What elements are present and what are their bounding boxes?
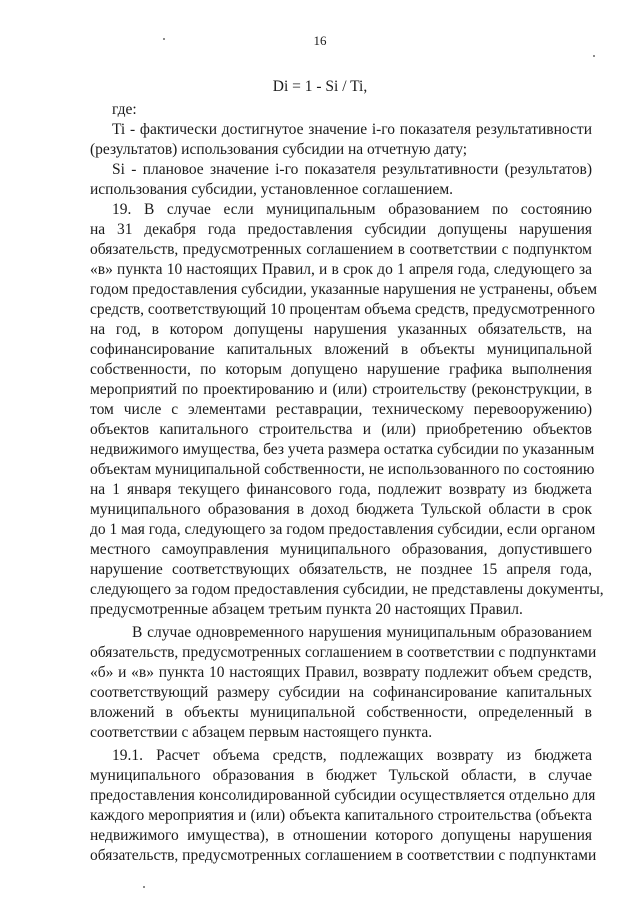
scan-speck [163, 38, 165, 40]
text-line: предусмотренные абзацем третьим пункта 20 настоящих Правил. [90, 601, 523, 618]
text-line: нарушение соответствующих обязательств, не позднее 15 апреля года, [90, 561, 592, 578]
text-line: на 1 января текущего финансового года, подлежит возврату из бюджета [90, 481, 592, 498]
text-line: обязательств, предусмотренных соглашением в соответствии с подпунктами [90, 847, 597, 864]
text-line: обязательств, предусмотренных соглашением в соответствии с подпунктом [90, 241, 592, 258]
text-line: соответствующий размеру субсидии на софинансирование капитальных [90, 684, 592, 701]
page-number: 16 [313, 33, 327, 48]
text-line: мероприятий по проектированию и (или) строительству (реконструкции, в [90, 381, 592, 398]
text-line: предоставления консолидированной субсидии осуществляется отдельно для [90, 787, 596, 804]
text-line: софинансирование капитальных вложений в объекты муниципальной [90, 341, 592, 358]
text-line: объектам муниципальной собственности, не использованного по состоянию [90, 461, 595, 478]
text-line: (результатов) использования субсидии на отчетную дату; [90, 141, 468, 158]
text-line: том числе с элементами реставрации, техническому перевооружению) [90, 401, 592, 418]
text-line: Ti - фактически достигнутое значение i-го показателя результативности [112, 121, 592, 138]
text-line: «в» пункта 10 настоящих Правил, и в срок до 1 апреля года, следующего за [90, 261, 592, 278]
text-line: недвижимого имущества, без учета размера остатка субсидии по указанным [90, 441, 595, 458]
text-line: обязательств, предусмотренных соглашением в соответствии с подпунктами [90, 644, 597, 661]
text-line: на 31 декабря года предоставления субсидии допущены нарушения [90, 221, 592, 238]
text-line: на год, в котором допущены нарушения указанных обязательств, на [90, 321, 592, 338]
text-line: годом предоставления субсидии, указанные нарушения не устранены, объем [90, 281, 598, 298]
text-line: вложений в объекты муниципальной собственности, определенный в [90, 704, 592, 721]
text-line: собственности, по которым допущено нарушение графика выполнения [90, 361, 592, 378]
text-line: 19.1. Расчет объема средств, подлежащих возврату из бюджета [112, 747, 592, 764]
text-line: В случае одновременного нарушения муниципальным образованием [132, 624, 592, 641]
scan-speck [143, 886, 145, 888]
text-line: муниципального образования в бюджет Тульской области, в случае [90, 767, 592, 784]
text-line: использования субсидии, установленное соглашением. [90, 181, 454, 198]
text-line: недвижимого имущества), в отношении которого допущены нарушения [90, 827, 592, 844]
text-line: где: [112, 101, 137, 118]
text-line: муниципального образования в доход бюджета Тульской области в срок [90, 501, 592, 518]
scan-speck [593, 55, 595, 57]
text-line: каждого мероприятия и (или) объекта капитального строительства (объекта [90, 807, 592, 824]
text-line: средств, соответствующий 10 процентам объема средств, предусмотренного [90, 301, 596, 318]
text-line: 19. В случае если муниципальным образованием по состоянию [112, 201, 592, 218]
text-line: до 1 мая года, следующего за годом предоставления субсидии, если органом [90, 521, 596, 538]
text-line: следующего за годом предоставления субсидии, не представлены документы, [90, 581, 604, 598]
text-line: объектов капитального строительства и (или) приобретению объектов [90, 421, 592, 438]
text-line: Si - плановое значение i-го показателя результативности (результатов) [112, 161, 592, 178]
text-line: «б» и «в» пункта 10 настоящих Правил, возврату подлежит объем средств, [90, 664, 592, 681]
formula: Di = 1 - Si / Ti, [272, 78, 368, 95]
text-line: соответствии с абзацем первым настоящего пункта. [90, 724, 433, 741]
text-line: местного самоуправления муниципального образования, допустившего [90, 541, 592, 558]
